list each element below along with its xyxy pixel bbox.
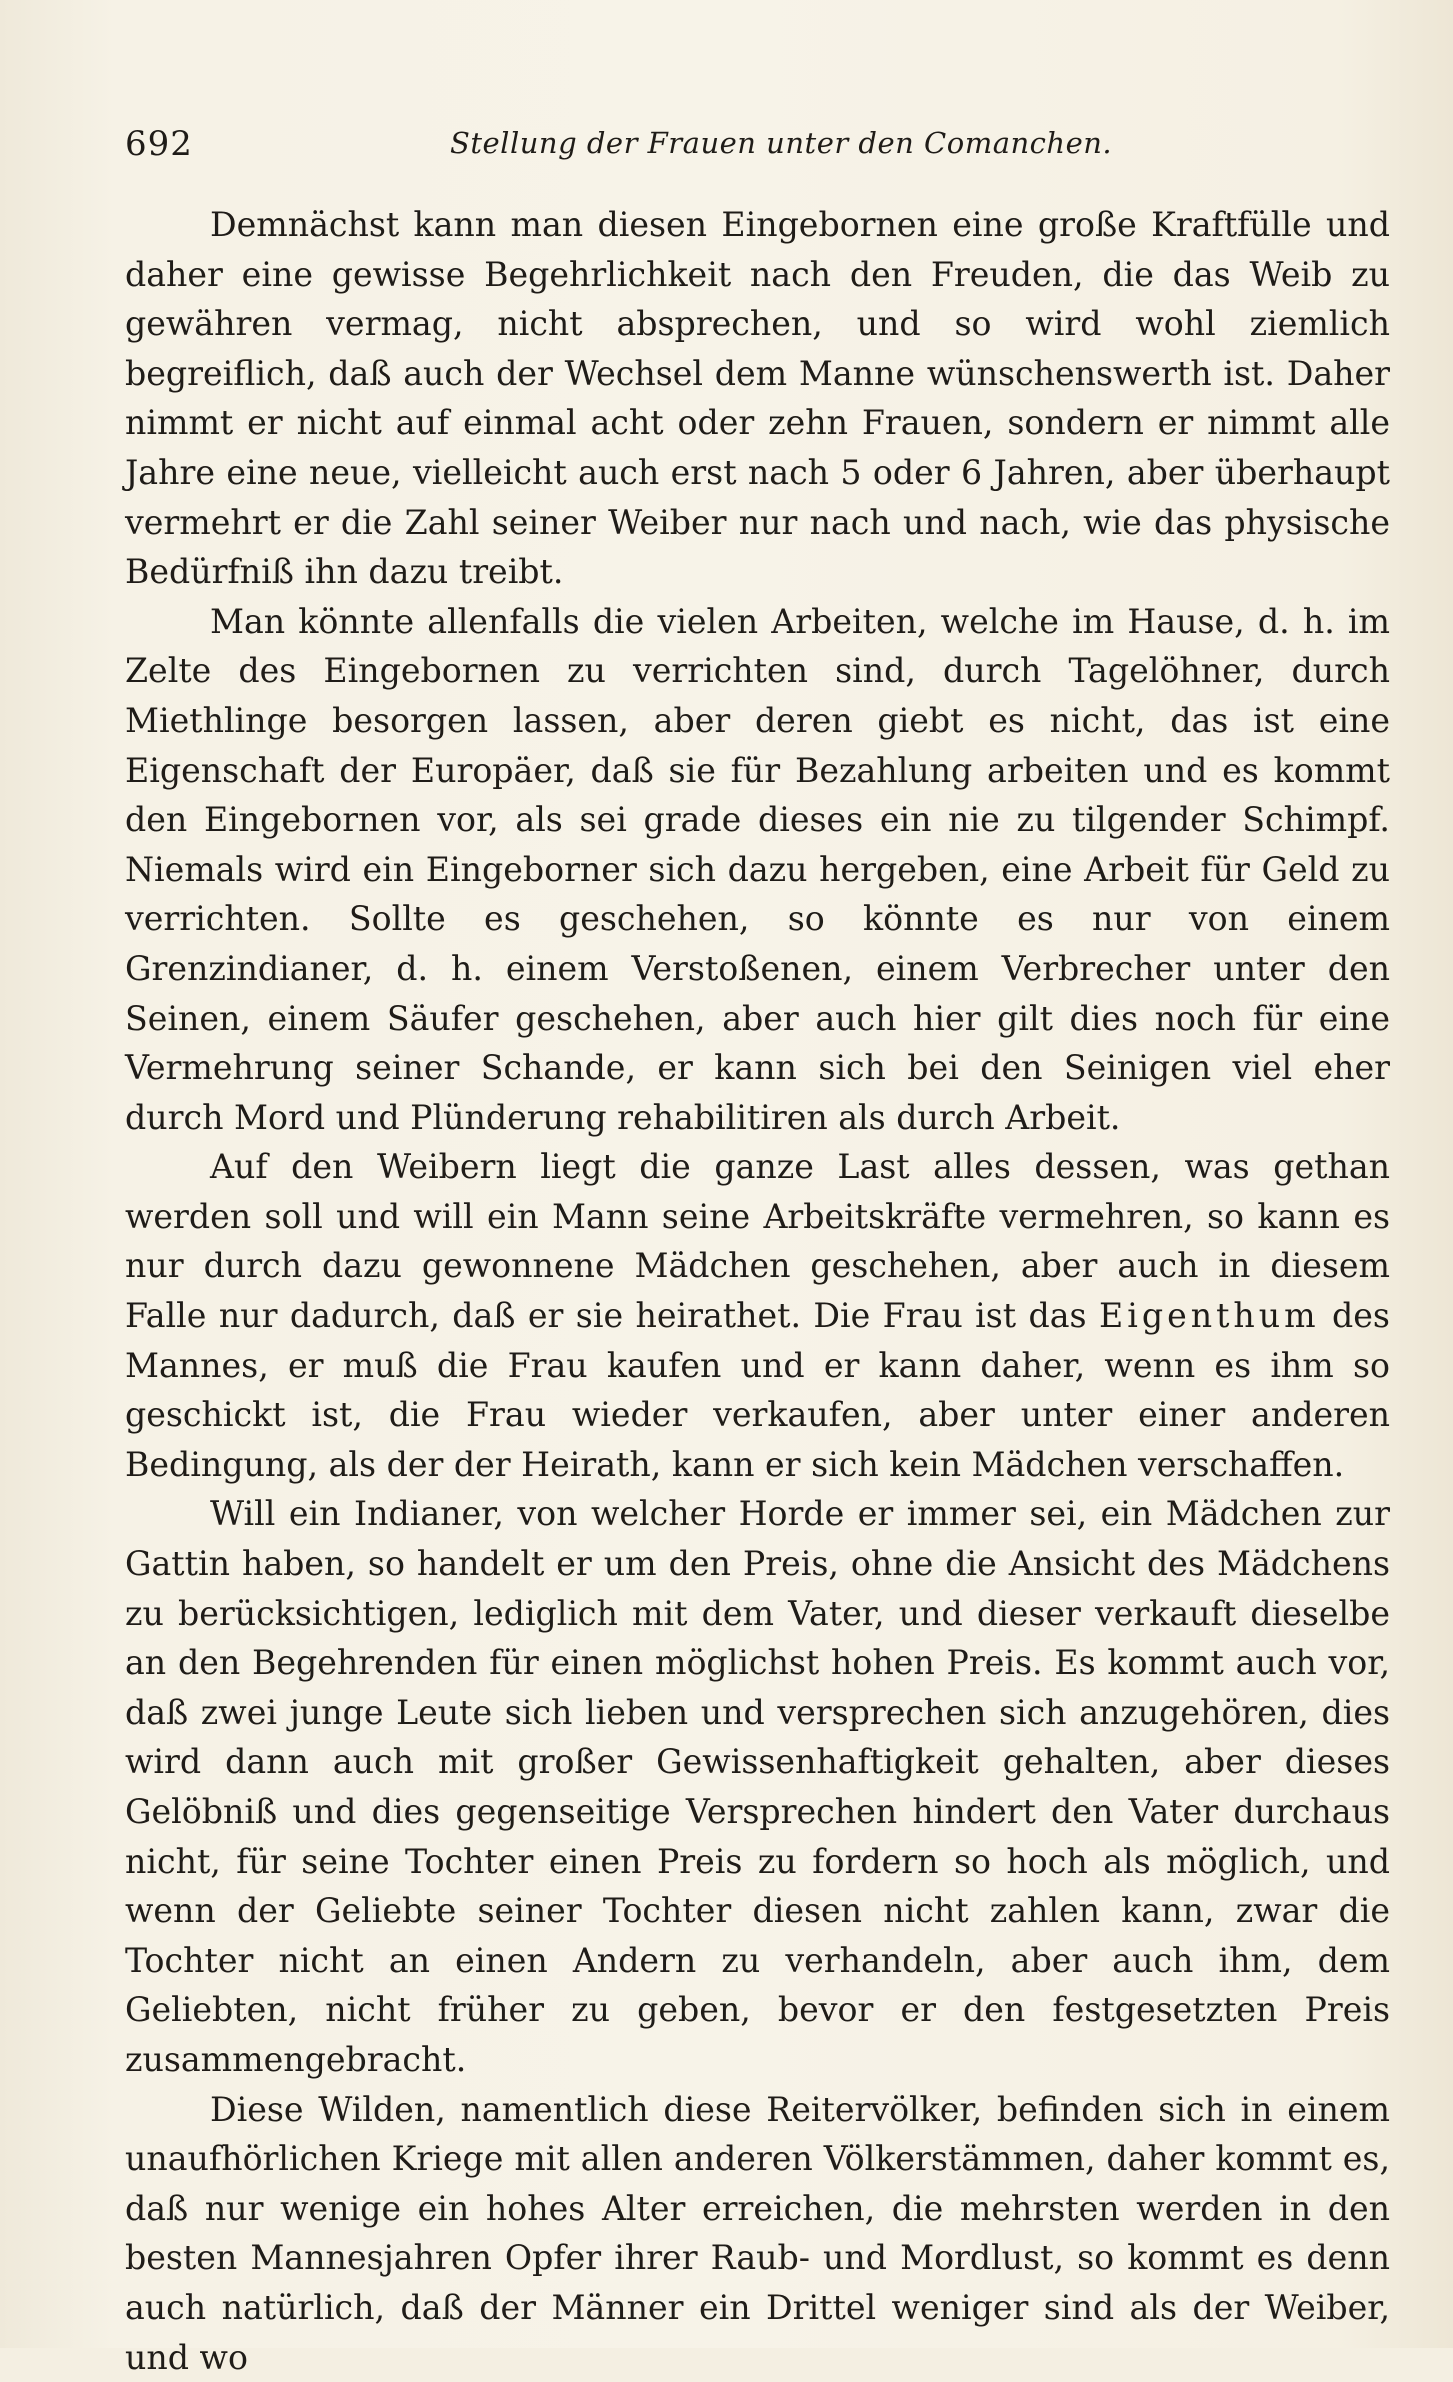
page-header [125, 124, 1395, 172]
paragraph-1 [125, 200, 1390, 597]
paragraph-2 [125, 597, 1390, 1143]
running-title: Stellung der Frauen unter den Comanchen. [450, 126, 1113, 160]
emphasized-word: Eigenthum [1098, 1296, 1320, 1336]
body-text [125, 200, 1390, 2382]
paragraph-2-text: Man könnte allenfalls die vielen Arbeiten, welche im Hause, d. h. im Zelte des Eingebornen zu verrichten sind, durch Tagelöhner, durch Miethlinge besorgen lassen, aber deren giebt es nicht, das ist eine Eigenschaft der Europäer, daß sie für Bezahlung arbeiten und es kommt den Eingebornen vor, als sei grade dieses ein nie zu tilgender Schimpf. Niemals wird ein Eingeborner sich dazu hergeben, eine Arbeit für Geld zu verrichten. Sollte es geschehen, so könnte es nur von einem Grenzindianer, d. h. einem Verstoßenen, einem Verbrecher unter den Seinen, einem Säufer geschehen, aber auch hier gilt dies noch für eine Vermehrung seiner Schande, er kann sich bei den Seinigen viel eher durch Mord und Plünderung rehabilitiren als durch Arbeit. [125, 601, 1390, 1137]
paragraph-3-text-end: des Mannes, er muß die Frau kaufen und er kann daher, wenn es ihm so geschickt ist, die Frau wieder verkaufen, aber unter einer anderen Bedingung, als der der Heirath, kann er sich kein Mädchen verschaffen. [125, 1296, 1390, 1484]
paragraph-3 [125, 1142, 1390, 1489]
paragraph-3-text-start: Auf den Weibern liegt die ganze Last alles dessen, was gethan werden soll und will ein Mann seine Arbeitskräfte vermehren, so kann es nur durch dazu gewonnene Mädchen geschehen, aber auch in diesem Falle nur dadurch, daß er sie heirathet. Die Frau ist das [125, 1147, 1390, 1336]
paragraph-1-text: Demnächst kann man diesen Eingebornen eine große Kraftfülle und daher eine gewisse Begehrlichkeit nach den Freuden, die das Weib zu gewähren vermag, nicht absprechen, und so wird wohl ziemlich begreiflich, daß auch der Wechsel dem Manne wünschenswerth ist. Daher nimmt er nicht auf einmal acht oder zehn Frauen, sondern er nimmt alle Jahre eine neue, vielleicht auch erst nach 5 oder 6 Jahren, aber überhaupt vermehrt er die Zahl seiner Weiber nur nach und nach, wie das physische Bedürfniß ihn dazu treibt. [125, 205, 1390, 592]
paragraph-5 [125, 2085, 1390, 2382]
paragraph-4 [125, 1489, 1390, 2084]
paragraph-4-text: Will ein Indianer, von welcher Horde er immer sei, ein Mädchen zur Gattin haben, so handelt er um den Preis, ohne die Ansicht des Mädchens zu berücksichtigen, lediglich mit dem Vater, und dieser verkauft dieselbe an den Begehrenden für einen möglichst hohen Preis. Es kommt auch vor, daß zwei junge Leute sich lieben und versprechen sich anzugehören, dies wird dann auch mit großer Gewissenhaftigkeit gehalten, aber dieses Gelöbniß und dies gegenseitige Versprechen hindert den Vater durchaus nicht, für seine Tochter einen Preis zu fordern so hoch als möglich, und wenn der Geliebte seiner Tochter diesen nicht zahlen kann, zwar die Tochter nicht an einen Andern zu verhandeln, aber auch ihm, dem Geliebten, nicht früher zu geben, bevor er den festgesetzten Preis zusammengebracht. [125, 1494, 1390, 2079]
page-number: 692 [125, 124, 193, 164]
paragraph-5-text: Diese Wilden, namentlich diese Reitervölker, befinden sich in einem unaufhörlichen Kriege mit allen anderen Völkerstämmen, daher kommt es, daß nur wenige ein hohes Alter erreichen, die mehrsten werden in den besten Mannesjahren Opfer ihrer Raub- und Mordlust, so kommt es denn auch natürlich, daß der Männer ein Drittel weniger sind als der Weiber, und wo [125, 2089, 1390, 2377]
